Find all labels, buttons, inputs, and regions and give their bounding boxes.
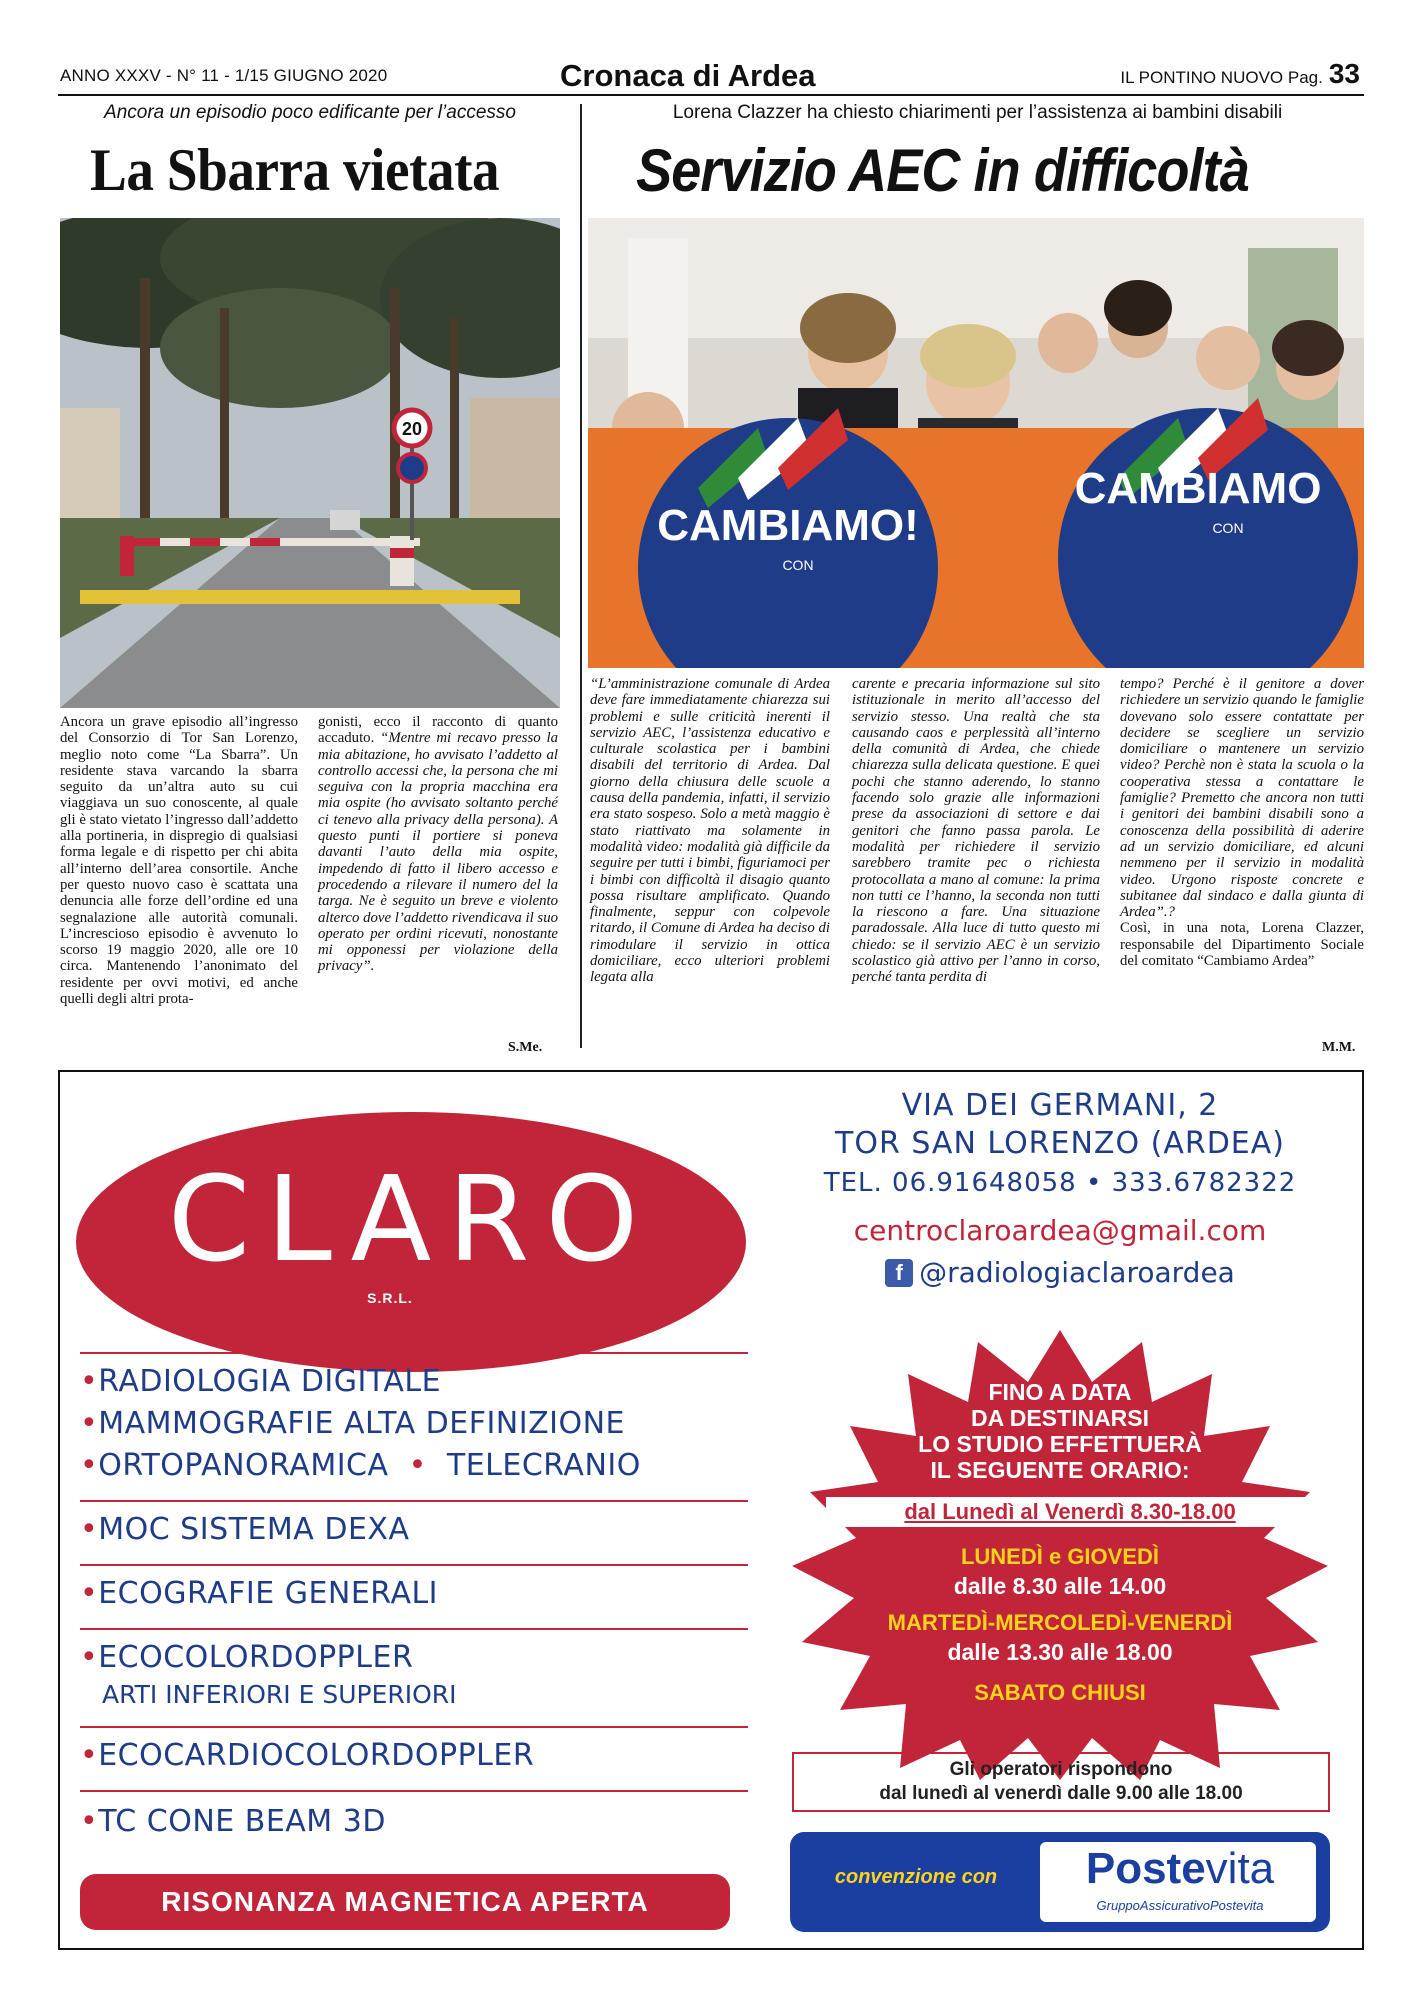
email-address[interactable]: centroclaroardea@gmail.com <box>853 1214 1267 1247</box>
article2-column-2: carente e precaria informazione sul sito istituzionale in merito all’accesso del servizio stesso. Una realtà che sta causando caos e perplessità all’interno della comunità di Ardea, che chiede chiarezza sulla delicata questione. E quei pochi che stanno aderendo, lo stanno facendo solo grazie alle informazioni prese da associazioni di settore e dai genitori che fanno passa parola. Le modalità per richiedere il servizio sarebbero tramite pec o richiesta protocollata a mano al comune: la prima non tutti ce l’hanno, la seconda non tutti la riescono a fare. Una situazione paradossale. Alla luce di tutto questo mi chiedo: se il servizio AEC è un servizio scolastico già attivo per l’anno in corso, perché tanta perdita di <box>852 676 1100 986</box>
service-item: •ECOCARDIOCOLORDOPPLER <box>80 1738 535 1773</box>
issue-info: ANNO XXXV - N° 11 - 1/15 GIUGNO 2020 <box>60 66 388 85</box>
service-item: •MOC SISTEMA DEXA <box>80 1512 410 1547</box>
service-item: •ECOCOLORDOPPLER <box>80 1640 414 1675</box>
services-rule <box>80 1726 748 1728</box>
service-item: •MAMMOGRAFIE ALTA DEFINIZIONE <box>80 1406 626 1441</box>
schedule-main-hours: dal Lunedì al Venerdì 8.30-18.00 <box>826 1497 1314 1527</box>
schedule-hours-1: dalle 8.30 alle 14.00 <box>953 1573 1167 1599</box>
phone-numbers: TEL. 06.91648058 • 333.6782322 <box>823 1168 1297 1198</box>
schedule-line-2: DA DESTINARSI <box>970 1405 1150 1431</box>
section-title: Cronaca di Ardea <box>560 58 816 93</box>
banner-left-con: CON <box>782 557 814 573</box>
address-line-2: TOR SAN LORENZO (ARDEA) <box>835 1126 1285 1161</box>
article1-photo <box>60 218 560 708</box>
service-item: •TC CONE BEAM 3D <box>80 1804 386 1839</box>
services-rule <box>80 1500 748 1502</box>
schedule-line-3: LO STUDIO EFFETTUERÀ <box>918 1431 1202 1457</box>
service-item: TELECRANIO <box>446 1448 641 1483</box>
convention-label: convenzione con <box>834 1866 998 1888</box>
services-rule <box>80 1790 748 1792</box>
service-item: •ORTOPANORAMICA • TELECRANIO <box>80 1448 641 1483</box>
article2-column-3 <box>1120 676 1364 969</box>
banner-right-con: CON <box>1212 520 1244 536</box>
postevita-logo: Postevita <box>1085 1844 1275 1893</box>
service-item-detail: ARTI INFERIORI E SUPERIORI <box>102 1680 457 1709</box>
services-rule <box>80 1628 748 1630</box>
column-divider <box>580 104 582 1048</box>
article1-column-2-plain: gonisti, ecco il racconto di quanto accaduto. <box>318 714 558 747</box>
schedule-line-4: IL SEGUENTE ORARIO: <box>930 1457 1190 1483</box>
article2-kicker: Lorena Clazzer ha chiesto chiarimenti per l’assistenza ai bambini disabili <box>672 102 1283 123</box>
facebook-icon: f <box>885 1259 913 1287</box>
facebook-handle-row[interactable] <box>780 1256 1340 1289</box>
schedule-closed: SABATO CHIUSI <box>974 1680 1146 1705</box>
article2-column-3-plain: Così, in una nota, Lorena Clazzer, responsabile del Dipartimento Sociale del comitato “Cambiamo Ardea” <box>1120 920 1364 970</box>
article1-column-2-quote: “Mentre mi recavo presso la mia abitazione, ho avvisato l’addetto al controllo accessi che, la persona che mi seguiva con la propria macchina era mia ospite (ho avvisato soltanto perché ci tenevo alla privacy della persona). A questo punti il portiere si poneva davanti l’auto della mia ospite, impedendo di fatto il libero accesso e procedendo a rilevare il numero del la targa. Ne è seguito un breve e violento alterco dove l’addetto rivendicava il suo operato per ordini ricevuti, nonostante mi opponessi per violazione della privacy”. <box>318 730 558 975</box>
schedule-line-1: FINO A DATA <box>988 1379 1132 1405</box>
operators-line-2: dal lunedì al venerdì dalle 9.00 alle 18.00 <box>879 1783 1243 1804</box>
banner-right-text: CAMBIAMO <box>1074 464 1322 513</box>
article1-signature: S.Me. <box>508 1040 543 1055</box>
banner-left-text: CAMBIAMO! <box>657 501 919 550</box>
speed-limit-sign: 20 <box>401 419 423 439</box>
address-line-1: VIA DEI GERMANI, 2 <box>901 1088 1219 1123</box>
header-rule <box>58 94 1364 96</box>
article2-column-1: “L’amministrazione comunale di Ardea deve fare immediatamente chiarezza sui problemi e sulle criticità inerenti il servizio AEC, l’assistenza educativo e culturale scolastica per i bambini disabili del territorio di Ardea. Dal giorno della chiusura delle scuole a causa della pandemia, infatti, il servizio era stato sospeso. Solo a metà maggio è stato riattivato ma solamente in modalità video: modalità già difficile da seguire per tutti i bimbi, figuriamoci per i bimbi con difficoltà il disagio quanto possa risultare amplificato. Quando finalmente, seppur con colpevole ritardo, il Comune di Ardea ha deciso di rimodulare il servizio in ottica domiciliare, ecco ulteriori problemi legata alla <box>590 676 830 986</box>
article1-column-1: Ancora un grave episodio all’ingresso del Consorzio di Tor San Lorenzo, meglio noto come “La Sbarra”. Un residente stava varcando la sbarra seguito da un’altra auto su cui viaggiava un suo conoscente, al quale gli è stato vietato l’ingresso dall’addetto alla portineria, in dispregio di qualsiasi forma legale e di rispetto per chi abita all’interno dell’area consortile. Anche per questo nuovo caso è scattata una denuncia alle forze dell’ordine ed una segnalazione alle autorità comunali. L’increscioso episodio è avvenuto lo scorso 19 maggio 2020, alle ore 10 circa. Mantenendo l’anonimato del residente per ovvi motivi, ed anche quelli degli altri prota- <box>60 714 298 1008</box>
facebook-handle[interactable]: @radiologiaclaroardea <box>919 1256 1235 1289</box>
article1-column-2 <box>318 714 558 975</box>
page-number: 33 <box>1328 58 1360 89</box>
article2-title: Servizio AEC in difficoltà <box>636 137 1249 204</box>
schedule-days-2: MARTEDÌ-MERCOLEDÌ-VENERDÌ <box>887 1610 1233 1635</box>
claro-logo-text: CLARO <box>167 1150 655 1288</box>
schedule-days-1: LUNEDÌ e GIOVEDÌ <box>960 1544 1160 1569</box>
postevita-subtitle: GruppoAssicurativoPostevita <box>1096 1898 1264 1913</box>
publication-name: IL PONTINO NUOVO Pag. <box>1120 68 1323 87</box>
services-top-rule <box>80 1352 748 1354</box>
claro-logo-srl: S.R.L. <box>367 1290 413 1306</box>
article2-signature: M.M. <box>1322 1040 1356 1055</box>
article1-title: La Sbarra vietata <box>90 137 500 203</box>
service-item: •ECOGRAFIE GENERALI <box>80 1576 439 1611</box>
publication-info <box>1120 58 1360 90</box>
service-item: •RADIOLOGIA DIGITALE <box>80 1364 442 1399</box>
group-banner-photo <box>588 218 1364 668</box>
mri-banner: RISONANZA MAGNETICA APERTA <box>80 1874 730 1930</box>
operators-line-1: Gli operatori rispondono <box>949 1759 1173 1780</box>
barrier-road-photo <box>60 218 560 708</box>
article1-kicker: Ancora un episodio poco edificante per l’accesso <box>104 102 516 123</box>
schedule-hours-2: dalle 13.30 alle 18.00 <box>947 1639 1173 1665</box>
operators-box <box>792 1752 1330 1812</box>
article2-column-3-quote: tempo? Perché è il genitore a dover richiedere un servizio quando le famiglie dovevano solo essere contattate per decidere se scegliere un servizio domiciliare o mantenere un servizio video? Perchè non è stata la scuola o la cooperativa stessa a contattare le famiglie? Premetto che ancora non tutti i genitori dei bambini disabili sono a conoscenza della possibilità di aderire ad un servizio domiciliare, ed alcuni nemmeno per il servizio in modalità video. Urgono risposte concrete e subitanee dal sindaco e dalla giunta di Ardea”.? <box>1120 676 1364 921</box>
article2-photo <box>588 218 1364 668</box>
services-rule <box>80 1564 748 1566</box>
